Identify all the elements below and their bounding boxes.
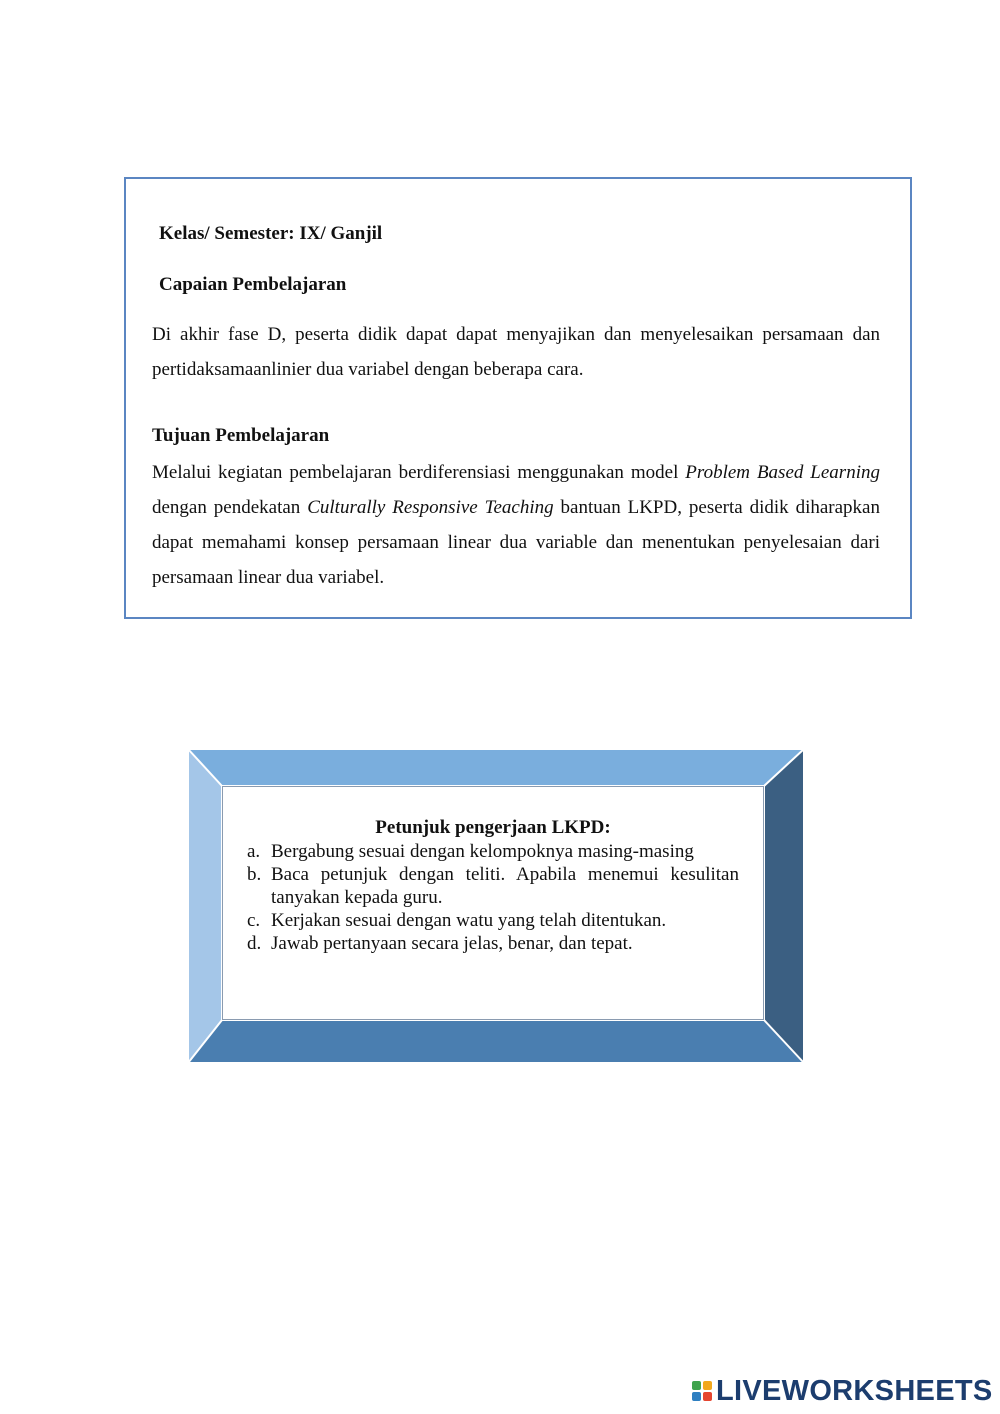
model-name: Problem Based Learning	[685, 462, 880, 483]
bevel-top	[187, 748, 805, 786]
logo-square	[692, 1392, 701, 1401]
instructions-frame	[187, 748, 805, 1064]
list-item: d. Jawab pertanyaan secara jelas, benar, dan tepat.	[247, 933, 633, 954]
logo-icon	[692, 1381, 712, 1401]
class-semester: Kelas/ Semester: IX/ Ganjil	[159, 223, 383, 244]
list-item: a. Bergabung sesuai dengan kelompoknya masing-masing	[247, 841, 694, 862]
capaian-heading: Capaian Pembelajaran	[159, 274, 347, 295]
list-item: b. Baca petunjuk dengan teliti. Apabila menemui kesulitan tanyakan kepada guru.	[247, 864, 739, 908]
instructions-panel	[222, 786, 764, 1020]
capaian-text: Di akhir fase D, peserta didik dapat dapat menyajikan dan menyelesaikan persamaan dan pertidaksamaanlinier dua variabel dengan beberapa cara.	[152, 324, 880, 380]
logo-square	[692, 1381, 701, 1390]
bevel-left	[187, 748, 222, 1064]
list-item: c. Kerjakan sesuai dengan watu yang telah ditentukan.	[247, 910, 667, 931]
instructions-title: Petunjuk pengerjaan LKPD:	[375, 817, 611, 838]
logo-square	[703, 1381, 712, 1390]
instructions-list	[247, 840, 739, 955]
approach-name: Culturally Responsive Teaching	[307, 497, 554, 518]
bevel-right	[764, 748, 805, 1064]
logo-text: LIVEWORKSHEETS	[716, 1374, 993, 1407]
bevel-bottom	[187, 1020, 805, 1064]
tujuan-heading: Tujuan Pembelajaran	[152, 425, 330, 446]
logo-square	[703, 1392, 712, 1401]
learning-objectives-box	[124, 177, 912, 619]
tujuan-text: Melalui kegiatan pembelajaran berdiferensiasi menggunakan model Problem Based Learning dengan pendekatan Culturally Responsive Teaching bantuan LKPD, peserta didik diharapkan dapat memahami konsep persamaan linear dua variable dan menentukan penyelesaian dari persamaan linear dua variabel.	[152, 462, 880, 588]
liveworksheets-logo[interactable]	[692, 1376, 993, 1406]
